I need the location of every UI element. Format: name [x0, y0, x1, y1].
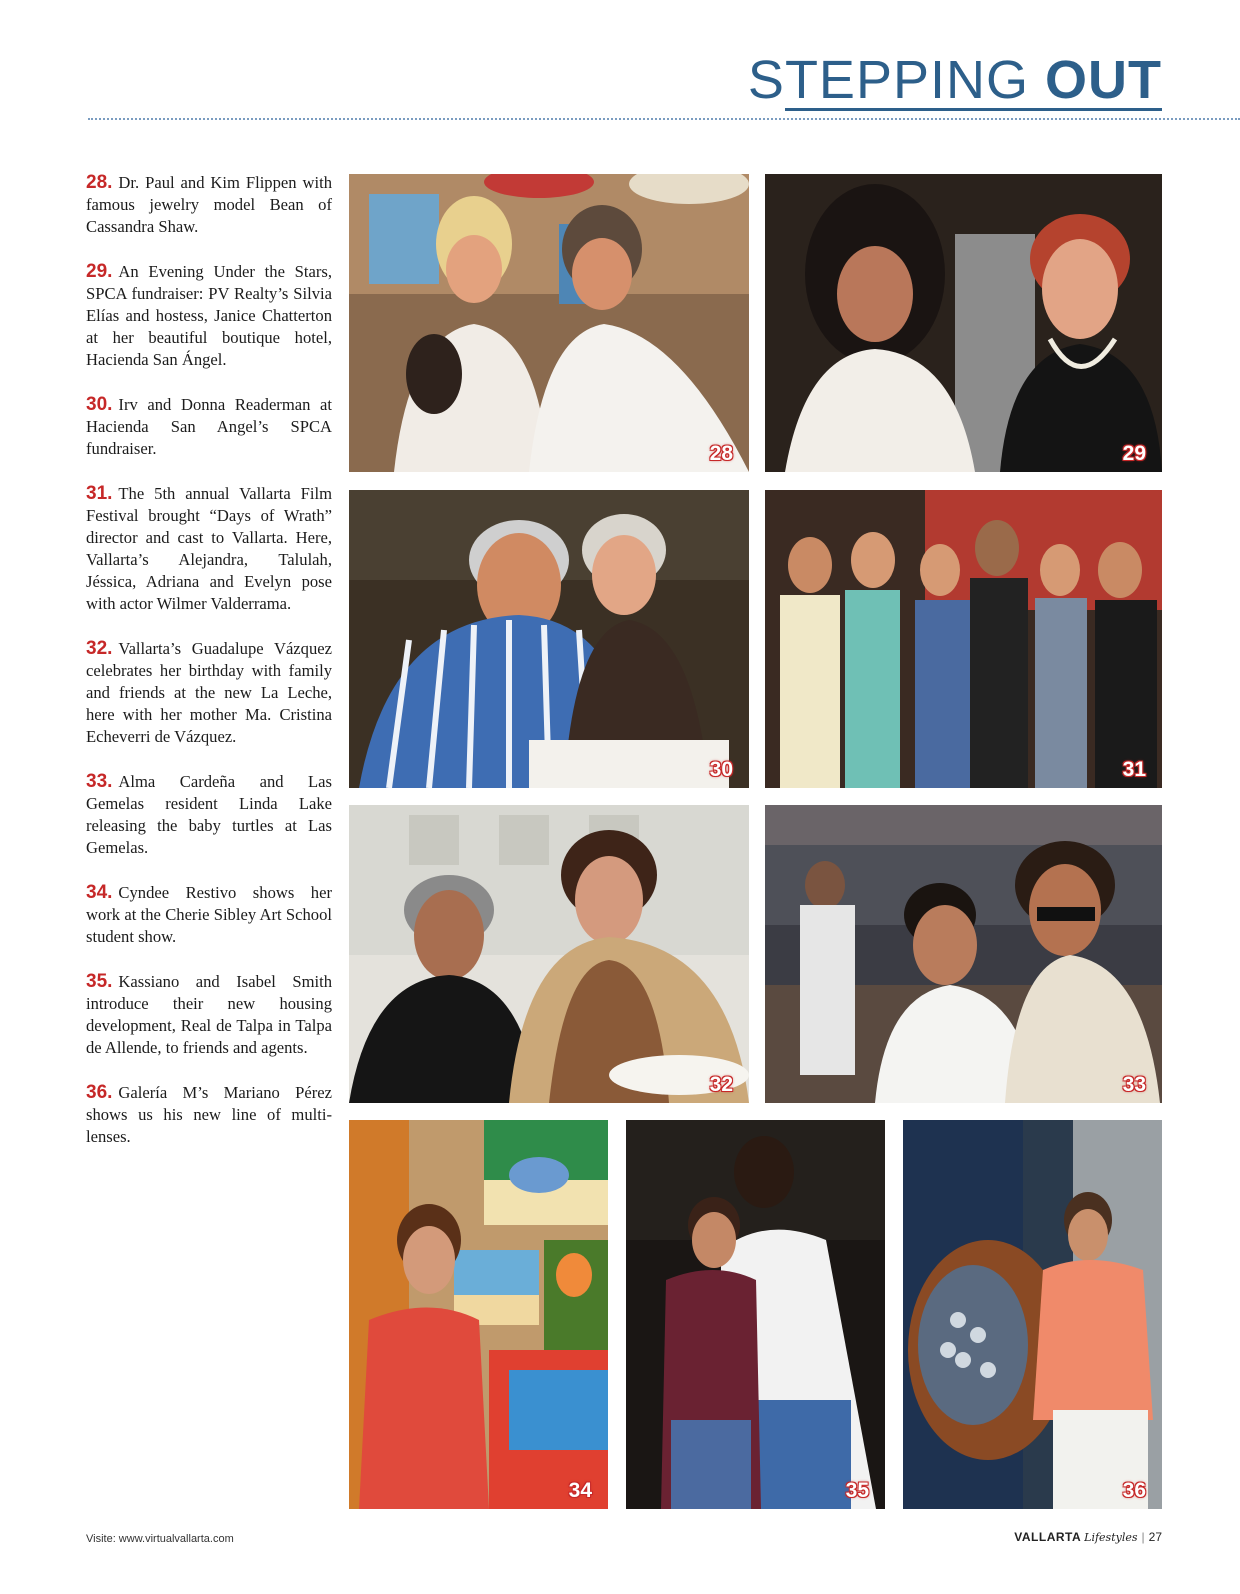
photo-number-badge: 32: [709, 1073, 733, 1096]
footer-folio: [1014, 1530, 1162, 1544]
section-title-bold: OUT: [1045, 50, 1162, 110]
photo-35: [626, 1120, 885, 1509]
footer-separator: |: [1141, 1530, 1145, 1544]
caption-31: [86, 483, 332, 615]
caption-number: 35.: [86, 971, 113, 992]
photo-number-badge: 29: [1122, 442, 1146, 465]
caption-number: 31.: [86, 483, 113, 504]
photo-30: [349, 490, 749, 788]
caption-text: Dr. Paul and Kim Flippen with famous jewelry model Bean of Cassandra Shaw.: [86, 173, 332, 236]
caption-29: [86, 261, 332, 371]
photo-number-badge: 33: [1122, 1073, 1146, 1096]
photo-36-image: [903, 1120, 1162, 1509]
caption-number: 32.: [86, 638, 113, 659]
caption-33: [86, 771, 332, 859]
photo-29: [765, 174, 1162, 472]
caption-number: 33.: [86, 771, 113, 792]
photo-31: [765, 490, 1162, 788]
caption-number: 28.: [86, 172, 113, 193]
caption-text: The 5th annual Vallarta Film Festival brought “Days of Wrath” director and cast to Vallarta. Here, Vallarta’s Alejandra, Talulah, Jéssica, Adriana and Evelyn pose with actor Wilmer Valderrama.: [86, 484, 332, 613]
caption-text: Galería M’s Mariano Pérez shows us his new line of multi-lenses.: [86, 1083, 332, 1146]
footer-brand-script: Lifestyles: [1084, 1531, 1138, 1544]
header-underline: [785, 108, 1162, 111]
caption-number: 34.: [86, 882, 113, 903]
photo-32-image: [349, 805, 749, 1103]
section-title-regular: STEPPING: [747, 50, 1029, 110]
section-header: [748, 50, 1162, 110]
caption-text: Cyndee Restivo shows her work at the Cherie Sibley Art School student show.: [86, 883, 332, 946]
photo-33: [765, 805, 1162, 1103]
caption-text: An Evening Under the Stars, SPCA fundraiser: PV Realty’s Silvia Elías and hostess, Janice Chatterton at her beautiful boutique hotel, Hacienda San Ángel.: [86, 262, 332, 369]
photo-32: [349, 805, 749, 1103]
dotted-divider: [88, 118, 1240, 120]
photo-36: [903, 1120, 1162, 1509]
photo-number-badge: 36: [1122, 1479, 1146, 1502]
photo-30-image: [349, 490, 749, 788]
photo-number-badge: 35: [845, 1479, 869, 1502]
footer-brand: VALLARTA: [1014, 1530, 1082, 1544]
caption-number: 29.: [86, 261, 113, 282]
caption-column: [86, 172, 332, 1171]
photo-31-image: [765, 490, 1162, 788]
photo-number-badge: 28: [709, 442, 733, 465]
caption-36: [86, 1082, 332, 1148]
photo-number-badge: 30: [709, 758, 733, 781]
photo-number-badge: 31: [1122, 758, 1146, 781]
caption-text: Vallarta’s Guadalupe Vázquez celebrates her birthday with family and friends at the new La Leche, here with her mother Ma. Cristina Echeverri de Vázquez.: [86, 639, 332, 746]
photo-33-image: [765, 805, 1162, 1103]
section-title: [748, 50, 1162, 110]
caption-32: [86, 638, 332, 748]
photo-29-image: [765, 174, 1162, 472]
caption-text: Kassiano and Isabel Smith introduce their new housing development, Real de Talpa in Talpa de Allende, to friends and agents.: [86, 972, 332, 1057]
photo-35-image: [626, 1120, 885, 1509]
photo-28-image: [349, 174, 749, 472]
caption-35: [86, 971, 332, 1059]
caption-30: [86, 394, 332, 460]
caption-28: [86, 172, 332, 238]
photo-number-badge: 34: [568, 1479, 592, 1502]
page-number: 27: [1148, 1530, 1162, 1544]
caption-number: 30.: [86, 394, 113, 415]
caption-text: Irv and Donna Readerman at Hacienda San Angel’s SPCA fundraiser.: [86, 395, 332, 458]
footer-website: Visite: www.virtualvallarta.com: [86, 1533, 234, 1545]
photo-34-image: [349, 1120, 608, 1509]
caption-text: Alma Cardeña and Las Gemelas resident Linda Lake releasing the baby turtles at Las Gemelas.: [86, 772, 332, 857]
caption-number: 36.: [86, 1082, 113, 1103]
caption-34: [86, 882, 332, 948]
photo-28: [349, 174, 749, 472]
photo-34: [349, 1120, 608, 1509]
